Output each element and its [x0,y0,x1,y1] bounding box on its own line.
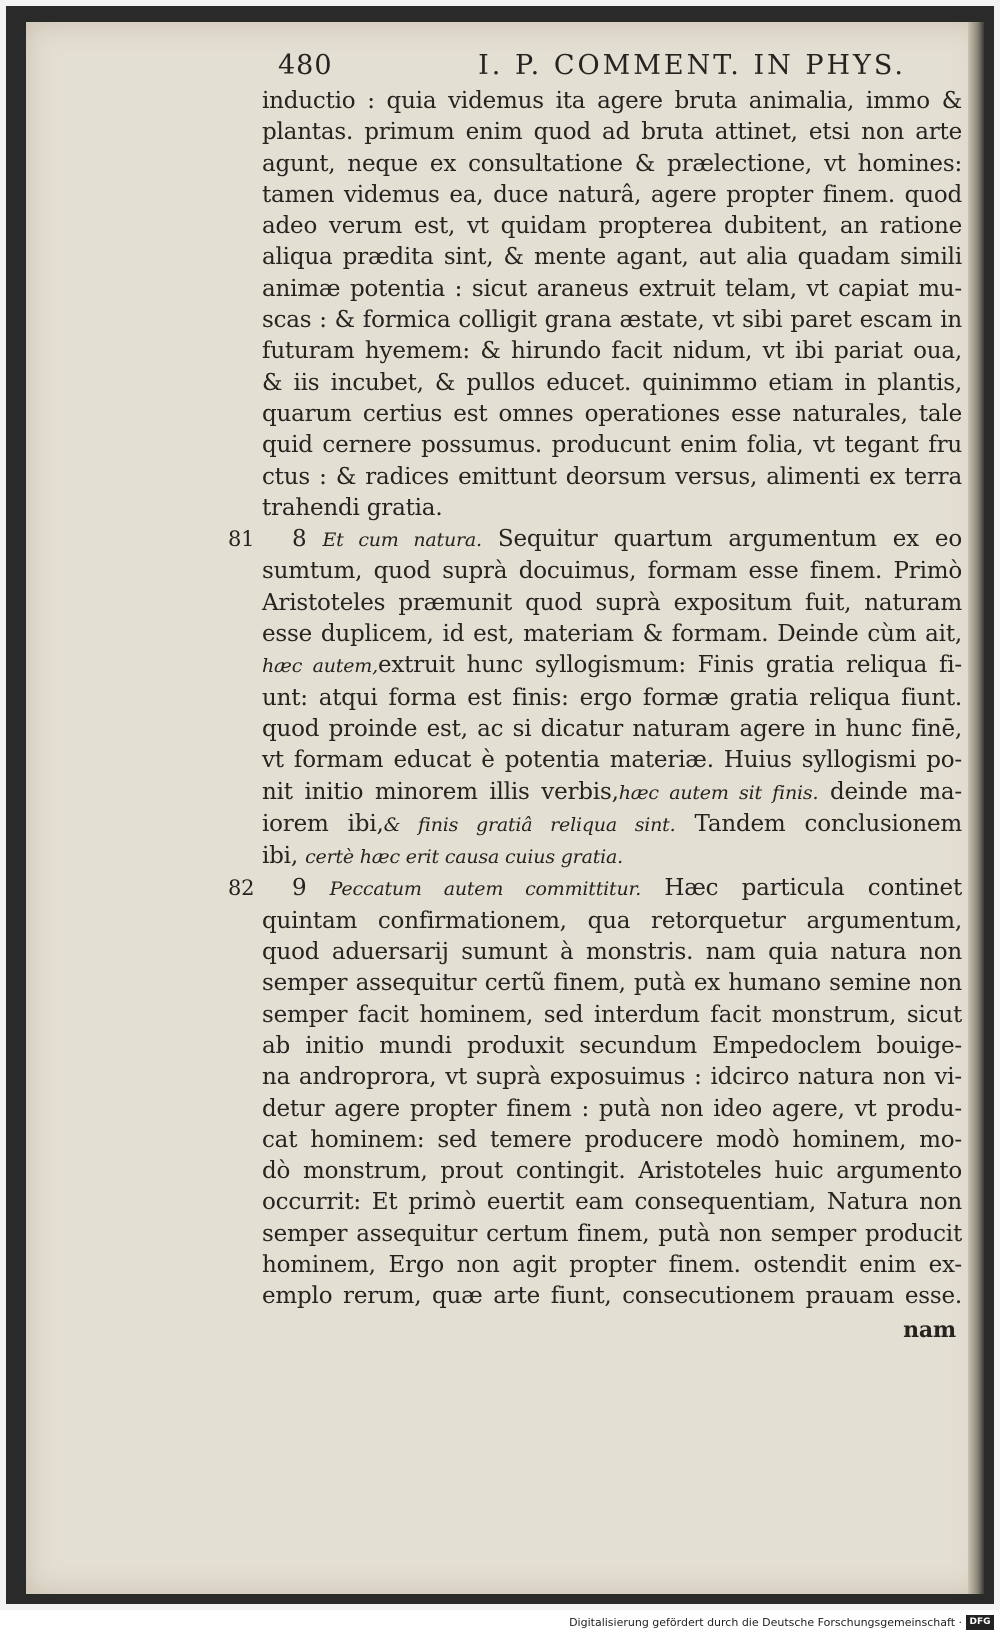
text-line: trahendi gratia. [262,494,443,521]
text-segment: Hæc particula continet [664,875,962,902]
text-line: vt formam educat è potentia materiæ. Huius syllogismi po- [262,747,962,774]
quote: & finis gratiâ reliqua sint. [383,813,676,836]
text-line: unt: atqui forma est finis: ergo formæ gratia reliqua fiunt. [262,684,962,711]
text-line: tamen videmus ea, duce naturâ, agere propter finem. quod [262,181,962,208]
text-line: scas : & formica colligit grana æstate, vt sibi paret escam in [262,307,962,334]
margin-number: 82 [228,876,255,901]
text-line: quintam confirmationem, qua retorquetur argumentum, [262,907,962,934]
text-line: esse duplicem, id est, materiam & formam. Deinde cùm ait, [262,621,962,648]
quote: hæc autem sit finis. [618,781,819,804]
section-82 [228,873,962,1312]
lemma: Peccatum autem committitur. [329,878,642,901]
dfg-logo: DFG [966,1615,994,1630]
text-line: & iis incubet, & pullos educet. quinimmo etiam in plantis, [262,369,962,396]
quote: certè hæc erit causa cuius gratia. [305,846,623,869]
text-segment: Tandem conclusionem [694,810,962,837]
running-head [278,46,906,86]
text-segment: extruit hunc syllogismum: Finis gratia reliqua fi- [377,652,963,679]
text-line: quarum certius est omnes operationes esse naturales, tale [262,400,962,427]
text-line [262,841,962,873]
text-line: futuram hyemem: & hirundo facit nidum, vt ibi pariat oua, [262,338,962,365]
intro-paragraph [262,86,962,524]
text-segment: Sequitur quartum argumentum ex eo [497,526,962,553]
text-line: animæ potentia : sicut araneus extruit telam, vt capiat mu- [262,275,962,302]
text-line: adeo verum est, vt quidam propterea dubitent, an ratione [262,213,962,240]
text-line: ctus : & radices emittunt deorsum versus, alimenti ex terra [262,463,962,490]
text-line: semper facit hominem, sed interdum facit monstrum, sicut [262,1001,962,1028]
page-number: 480 [278,50,333,81]
text-segment: ibi, [262,843,298,870]
text-line: plantas. primum enim quod ad bruta attinet, etsi non arte [262,119,962,146]
text-line: sumtum, quod suprà docuimus, formam esse finem. Primò [262,558,962,585]
text-line: emplo rerum, quæ arte fiunt, consecutionem prauam esse. [262,1283,962,1310]
text-line: occurrit: Et primò euertit eam consequentiam, Natura non [262,1189,962,1216]
text-line: cat hominem: sed temere producere modò hominem, mo- [262,1126,962,1153]
page-text [228,46,963,1346]
text-line: agunt, neque ex consultatione & prælectione, vt homines: [262,150,962,177]
quote: hæc autem, [262,655,378,678]
text-line: aliqua prædita sint, & mente agant, aut alia quadam simili [262,244,962,271]
text-line [262,524,962,556]
lemma-number: 9 [292,875,307,902]
page-edge-shadow [968,22,984,1594]
text-line [262,650,962,682]
text-line [262,873,962,905]
text-line: dò monstrum, prout contingit. Aristoteles huic argumento [262,1158,962,1185]
text-line: Aristoteles præmunit quod suprà expositum fuit, naturam [262,589,962,616]
section-81 [228,524,963,873]
text-line: na androprora, vt suprà exposuimus : idcirco natura non vi- [262,1064,962,1091]
text-line: quid cernere possumus. producunt enim folia, vt tegant fru [262,432,962,459]
text-line: quod aduersarij sumunt à monstris. nam quia natura non [262,939,962,966]
text-line: semper assequitur certum finem, putà non semper producit [262,1220,962,1247]
text-line: inductio : quia videmus ita agere bruta animalia, immo & [262,88,962,114]
running-head-title: I. P. COMMENT. IN PHYS. [478,50,906,81]
lemma-number: 8 [292,526,307,553]
text-line: semper assequitur certũ finem, putà ex humano semine non [262,970,962,997]
text-line: detur agere propter finem : putà non ideo agere, vt produ- [262,1095,962,1122]
text-line: quod proinde est, ac si dicatur naturam agere in hunc finē, [262,715,962,742]
margin-number: 81 [228,527,255,552]
text-line [262,809,962,841]
text-line [262,777,962,809]
text-segment: iorem ibi, [262,810,384,837]
text-line: ab initio mundi produxit secundum Empedoclem bouige- [262,1032,962,1059]
text-line: hominem, Ergo non agit propter finem. ostendit enim ex- [262,1251,962,1278]
footer-credit: Digitalisierung gefördert durch die Deutsche Forschungsgemeinschaft · [569,1616,962,1629]
digitization-footer [0,1612,1000,1638]
text-segment: nit initio minorem illis verbis, [262,778,619,805]
text-segment: deinde ma- [830,778,962,805]
catchword: nam [903,1316,956,1343]
lemma: Et cum natura. [322,529,482,552]
